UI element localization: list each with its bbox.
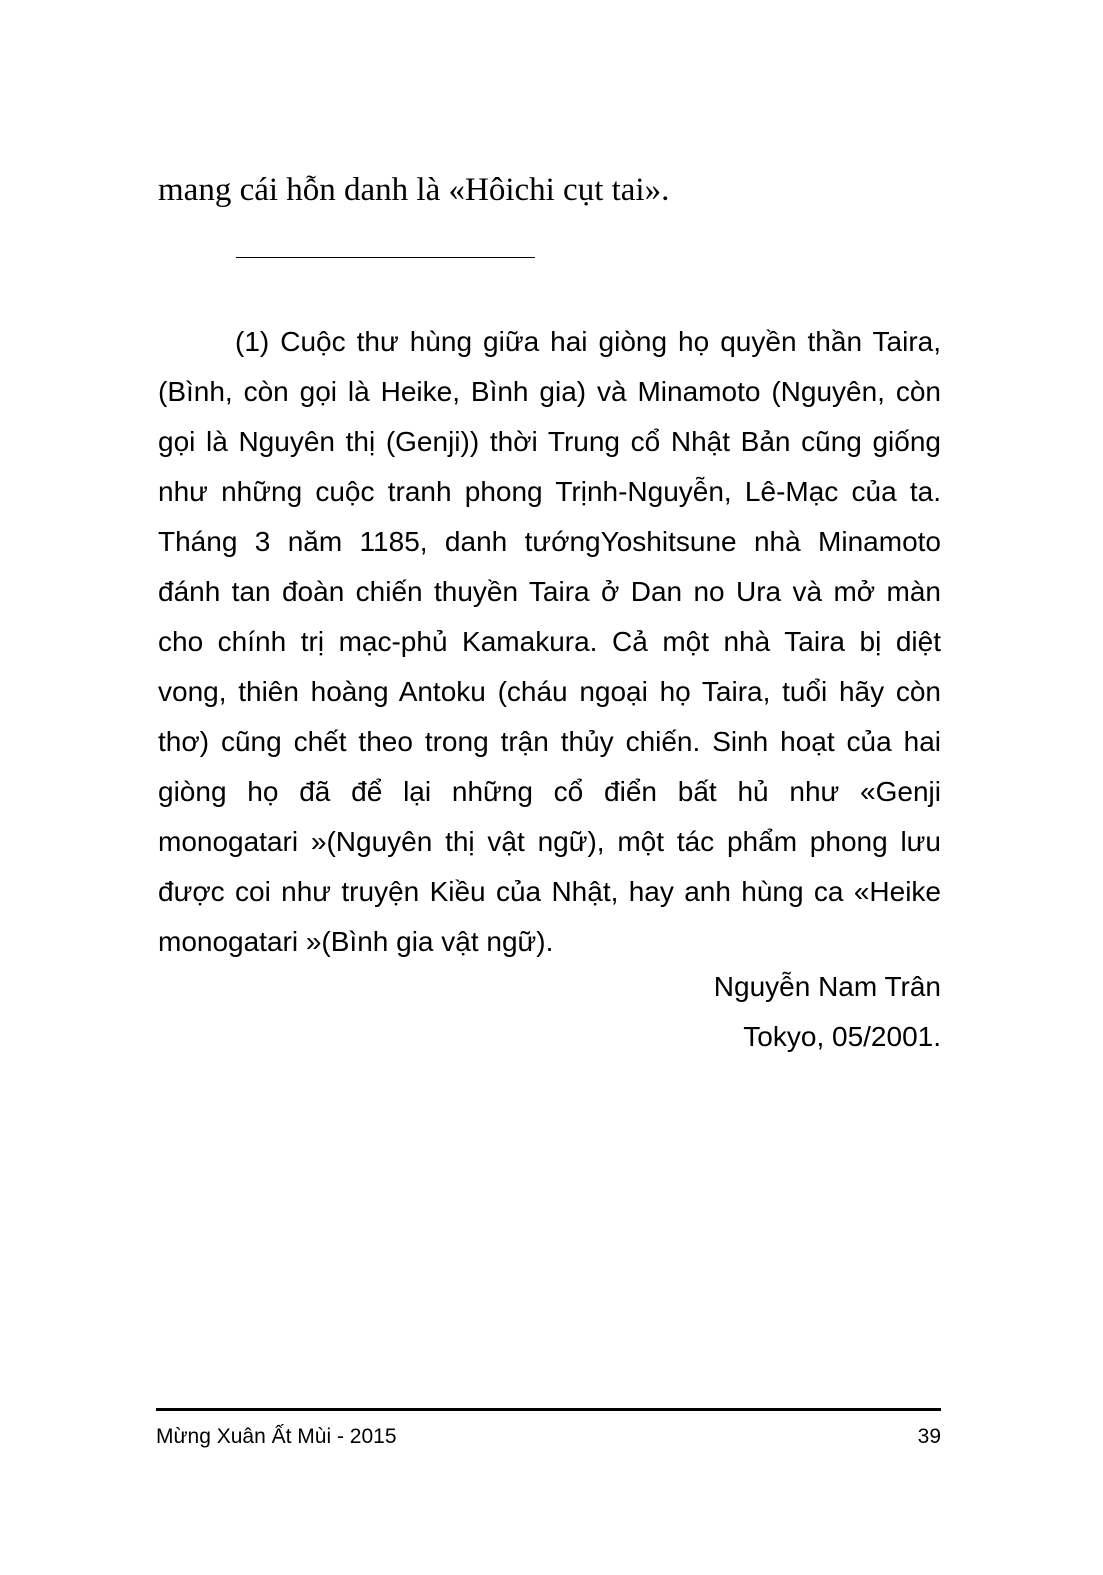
page-footer xyxy=(156,1420,941,1454)
footer-publication-title: Mừng Xuân Ất Mùi - 2015 xyxy=(156,1425,397,1448)
footnote-separator xyxy=(236,257,535,258)
page-number: 39 xyxy=(917,1425,941,1448)
signature-block xyxy=(714,962,941,1062)
footer-divider xyxy=(156,1408,941,1411)
place-date: Tokyo, 05/2001. xyxy=(743,1021,941,1052)
story-closing-line: mang cái hỗn danh là «Hôichi cụt tai». xyxy=(158,172,670,208)
author-name: Nguyễn Nam Trân xyxy=(713,971,941,1002)
footnote-paragraph: (1) Cuộc thư hùng giữa hai giòng họ quyền thần Taira, (Bình, còn gọi là Heike, Bình gia) và Minamoto (Nguyên, còn gọi là Nguyên thị (Genji)) thời Trung cổ Nhật Bản cũng giống như những cuộc tranh phong Trịnh-Nguyễn, Lê-Mạc của ta. Tháng 3 năm 1185, danh tướngYoshitsune nhà Minamoto đánh tan đoàn chiến thuyền Taira ở Dan no Ura và mở màn cho chính trị mạc-phủ Kamakura. Cả một nhà Taira bị diệt vong, thiên hoàng Antoku (cháu ngoại họ Taira, tuổi hãy còn thơ) cũng chết theo trong trận thủy chiến. Sinh hoạt của hai giòng họ đã để lại những cổ điển bất hủ như «Genji monogatari »(Nguyên thị vật ngữ), một tác phẩm phong lưu được coi như truyện Kiều của Nhật, hay anh hùng ca «Heike monogatari »(Bình gia vật ngữ). xyxy=(158,326,941,957)
